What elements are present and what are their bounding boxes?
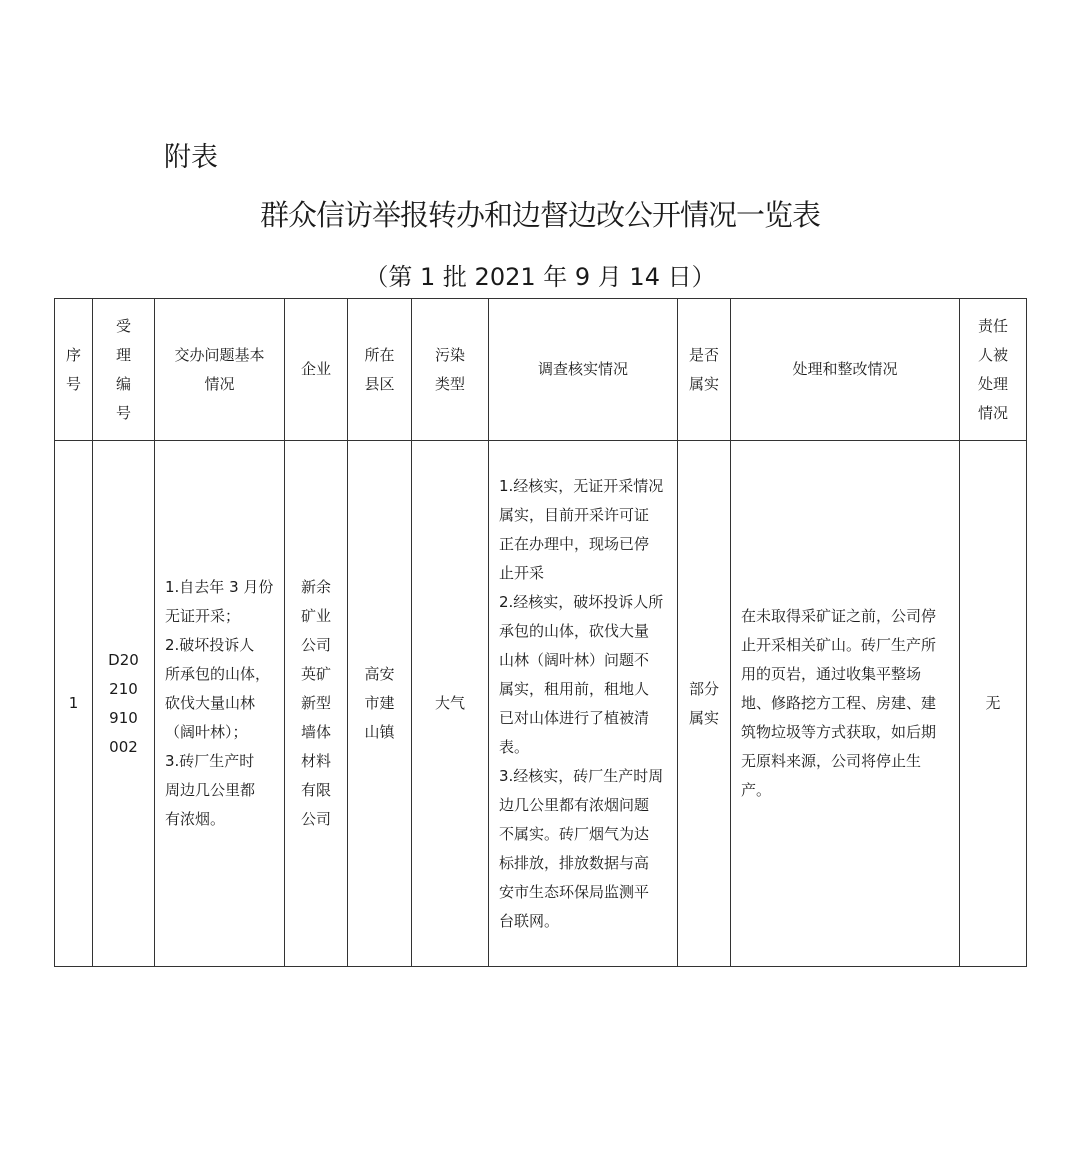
text-line: 用的页岩，通过收集平整场 (741, 665, 922, 683)
text-line: 3.经核实，砖厂生产时周 (499, 766, 664, 785)
text-line: 矿业 (300, 607, 331, 625)
cell-company (285, 441, 348, 967)
text-line: D20 (108, 650, 139, 669)
text-line: 属实，租用前，租地人 (499, 679, 650, 698)
text-line: 企业 (300, 360, 331, 378)
text-line: 产。 (741, 781, 772, 799)
text-line: 止开采 (499, 563, 545, 582)
cell-issue (155, 441, 285, 967)
text-line: 号 (65, 374, 81, 393)
header-county (348, 299, 412, 441)
text-line: 理 (115, 345, 131, 364)
text-line: 台联网。 (499, 911, 560, 930)
text-line: 处理 (977, 374, 1008, 393)
text-line: （阔叶林）； (165, 723, 248, 741)
text-line: 受 (115, 316, 131, 335)
header-investigation (489, 299, 678, 441)
header-pollution-type (412, 299, 489, 441)
text-line: 材料 (300, 752, 331, 770)
header-issue (155, 299, 285, 441)
text-line: 交办问题基本 (174, 345, 265, 364)
cell-county (348, 441, 412, 967)
cell-case-id (93, 441, 155, 967)
text-line: 边几公里都有浓烟问题 (499, 795, 650, 814)
cell-verified (678, 441, 731, 967)
text-line: 属实，目前开采许可证 (499, 505, 650, 524)
text-line: 类型 (434, 374, 465, 393)
text-line: 已对山体进行了植被清 (499, 708, 650, 727)
header-accountability (960, 299, 1027, 441)
cell-pollution-type: 大气 (412, 441, 489, 967)
text-line: 山林（阔叶林）问题不 (499, 650, 650, 669)
header-serial (55, 299, 93, 441)
text-line: 墙体 (300, 723, 331, 741)
text-line: 人被 (977, 345, 1008, 364)
attachment-label: 附表 (164, 142, 218, 173)
text-line: 承包的山体，砍伐大量 (499, 621, 650, 640)
text-line: 正在办理中，现场已停 (499, 534, 650, 553)
text-line: 县区 (364, 374, 395, 393)
text-line: 序 (65, 345, 81, 364)
text-line: 3.砖厂生产时 (165, 752, 255, 770)
text-line: 调查核实情况 (537, 360, 628, 378)
text-line: 210 (109, 679, 138, 698)
text-line: 公司 (300, 636, 331, 654)
text-line: 号 (115, 403, 131, 422)
text-line: 标排放，排放数据与高 (499, 853, 650, 872)
text-line: 编 (115, 374, 131, 393)
text-line: 情况 (977, 403, 1008, 422)
text-line: 无证开采； (165, 607, 241, 625)
text-line: 所在 (364, 345, 395, 364)
document-subtitle: （第 1 批 2021 年 9 月 14 日） (364, 263, 716, 291)
text-line: 在未取得采矿证之前，公司停 (741, 607, 937, 625)
header-case-id (93, 299, 155, 441)
text-line: 止开采相关矿山。砖厂生产所 (741, 636, 937, 654)
text-line: 责任 (977, 316, 1008, 335)
text-line: 处理和整改情况 (792, 360, 898, 378)
text-line: 污染 (434, 345, 465, 364)
text-line: 是否 (688, 345, 719, 364)
text-line: 无原料来源，公司将停止生 (741, 752, 922, 770)
text-line: 情况 (204, 374, 235, 393)
table-header-row (55, 299, 1027, 441)
text-line: 地、修路挖方工程、房建、建 (741, 694, 937, 712)
text-line: 有浓烟。 (165, 810, 226, 828)
text-line: 1.经核实，无证开采情况 (499, 476, 664, 495)
text-line: 高安 (364, 665, 395, 683)
text-line: 910 (109, 708, 138, 727)
text-line: 所承包的山体， (165, 665, 271, 683)
header-company (285, 299, 348, 441)
text-line: 砍伐大量山林 (165, 694, 256, 712)
text-line: 英矿 (300, 665, 331, 683)
text-line: 不属实。砖厂烟气为达 (499, 824, 650, 843)
cell-handling (731, 441, 960, 967)
header-handling (731, 299, 960, 441)
text-line: 属实 (688, 708, 719, 727)
report-table (54, 298, 1027, 967)
text-line: 山镇 (364, 723, 395, 741)
text-line: 2.破坏投诉人 (165, 636, 255, 654)
cell-accountability: 无 (960, 441, 1027, 967)
cell-serial: 1 (55, 441, 93, 967)
text-line: 1.自去年 3 月份 (165, 578, 274, 596)
text-line: 属实 (688, 374, 719, 393)
text-line: 新型 (300, 694, 331, 712)
text-line: 002 (109, 737, 138, 756)
text-line: 周边几公里都 (165, 781, 256, 799)
table-row (55, 441, 1027, 967)
text-line: 表。 (499, 737, 530, 756)
text-line: 有限 (300, 781, 331, 799)
text-line: 市建 (364, 694, 395, 712)
text-line: 2.经核实，破坏投诉人所 (499, 592, 664, 611)
document-title: 群众信访举报转办和边督边改公开情况一览表 (259, 198, 820, 232)
text-line: 公司 (300, 810, 331, 828)
header-verified (678, 299, 731, 441)
text-line: 新余 (300, 578, 331, 596)
cell-investigation (489, 441, 678, 967)
text-line: 安市生态环保局监测平 (499, 882, 650, 901)
text-line: 筑物垃圾等方式获取，如后期 (741, 723, 937, 741)
text-line: 部分 (688, 679, 719, 698)
